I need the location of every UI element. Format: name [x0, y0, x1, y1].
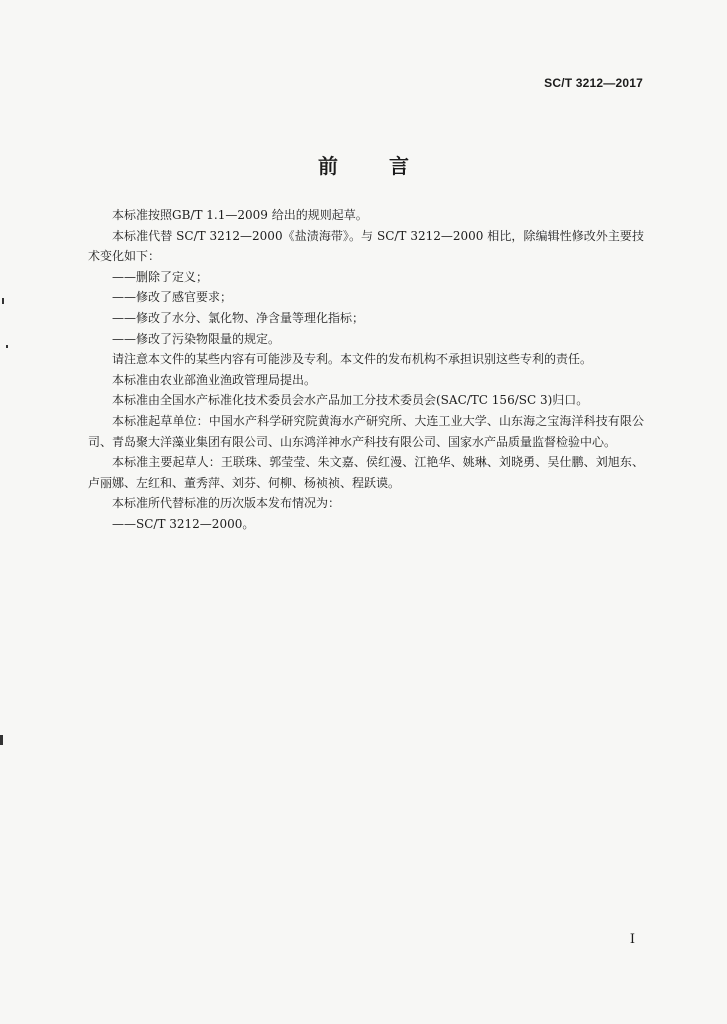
change-item: ——修改了感官要求； [112, 290, 233, 305]
document-body [88, 205, 644, 535]
page-number: I [629, 932, 635, 947]
version-item: ——SC/T 3212—2000。 [112, 516, 255, 531]
paragraph-drafting-rules: 本标准按照GB/T 1.1—2009 给出的规则起草。 [112, 208, 368, 222]
scan-mark [0, 735, 3, 745]
scan-mark [6, 345, 8, 348]
paragraph-centralized-by: 本标准由全国水产标准化技术委员会水产品加工分技术委员会(SAC/TC 156/SC 3)归口。 [112, 393, 589, 408]
paragraph-drafting-units: 本标准起草单位：中国水产科学研究院黄海水产研究所、大连工业大学、山东海之宝海洋科技有限公司、青岛聚大洋藻业集团有限公司、山东鸿洋神水产科技有限公司、国家水产品质量监督检验中心。 [88, 413, 644, 449]
paragraph-proposed-by: 本标准由农业部渔业渔政管理局提出。 [112, 372, 317, 387]
change-item: ——删除了定义； [112, 269, 209, 284]
paragraph-version-history: 本标准所代替标准的历次版本发布情况为： [112, 496, 341, 511]
change-item: ——修改了水分、氯化物、净含量等理化指标； [112, 310, 365, 325]
standard-code: SC/T 3212—2017 [544, 76, 643, 90]
page-title: 前 言 [318, 154, 431, 178]
paragraph-patent-notice: 请注意本文件的某些内容有可能涉及专利。本文件的发布机构不承担识别这些专利的责任。 [112, 352, 593, 367]
change-item: ——修改了污染物限量的规定。 [112, 331, 281, 346]
paragraph-drafters: 本标准主要起草人：王联珠、郭莹莹、朱文嘉、侯红漫、江艳华、姚琳、刘晓勇、吴仕鹏、刘旭东、卢丽娜、左红和、董秀萍、刘芬、何柳、杨祯祯、程跃谟。 [88, 455, 644, 490]
paragraph-replacement: 本标准代替 SC/T 3212—2000《盐渍海带》。与 SC/T 3212—2000 相比，除编辑性修改外主要技术变化如下： [88, 228, 644, 264]
scan-mark [2, 298, 4, 304]
